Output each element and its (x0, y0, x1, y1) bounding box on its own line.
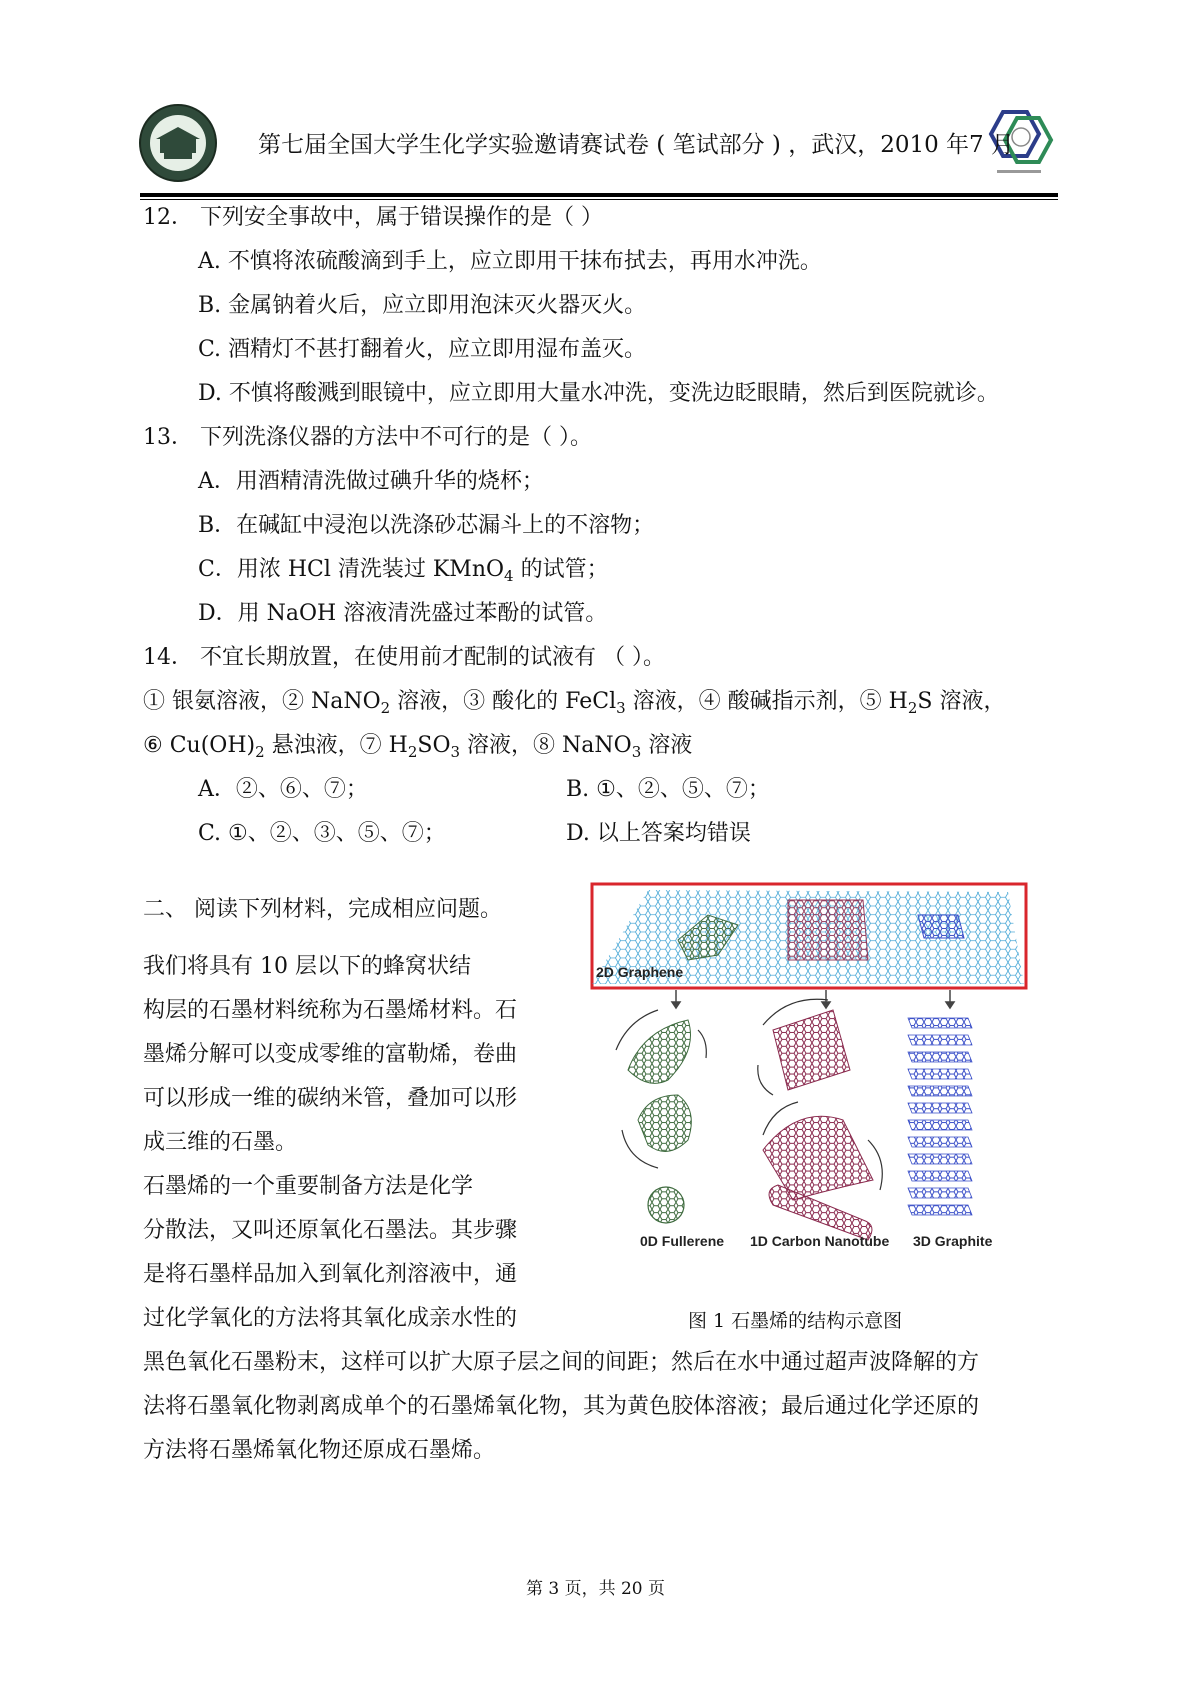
q14-stem: 14． 不宜长期放置，在使用前才配制的试液有 （ ）。 (143, 645, 665, 670)
section2-p2-line: 法将石墨氧化物剥离成单个的石墨烯氧化物，其为黄色胶体溶液；最后通过化学还原的 (143, 1394, 980, 1419)
q13-option-a: A．用酒精清洗做过碘升华的烧杯； (198, 469, 544, 494)
q13-stem: 13． 下列洗涤仪器的方法中不可行的是（ ）。 (143, 425, 592, 450)
section2-p1-line: 可以形成一维的碳纳米管，叠加可以形 (143, 1086, 518, 1111)
graphite-stack (908, 1018, 972, 1215)
fullerene-ball (648, 1187, 684, 1223)
label-3d-graphite: 3D Graphite (913, 1233, 993, 1249)
section2-p1-line: 我们将具有 10 层以下的蜂窝状结 (143, 954, 471, 979)
q12-option-c: C. 酒精灯不甚打翻着火，应立即用湿布盖灭。 (198, 337, 647, 362)
graphene-figure (588, 880, 1038, 1270)
q13-option-c: C．用浓 HCl 清洗装过 KMnO$_4$ 的试管； (198, 557, 609, 585)
section2-p2-line: 分散法，又叫还原氧化石墨法。其步骤 (143, 1218, 518, 1243)
section2-p1-line: 构层的石墨材料统称为石墨烯材料。石 (143, 998, 518, 1023)
section2-p2-line: 黑色氧化石墨粉末，这样可以扩大原子层之间的间距；然后在水中通过超声波降解的方 (143, 1350, 980, 1375)
q13-option-b: B．在碱缸中浸泡以洗涤砂芯漏斗上的不溶物； (198, 513, 655, 538)
section2-p2-line: 过化学氧化的方法将其氧化成亲水性的 (143, 1306, 518, 1331)
q14-option-d: D. 以上答案均错误 (566, 821, 751, 846)
section2-p1-line: 墨烯分解可以变成零维的富勒烯，卷曲 (143, 1042, 518, 1067)
q12-option-b: B. 金属钠着火后，应立即用泡沫灭火器灭火。 (198, 293, 647, 318)
page-number: 第 3 页，共 20 页 (525, 1579, 666, 1599)
q14-option-a: A．②、⑥、⑦； (198, 777, 368, 802)
header-rule-thin (140, 199, 1058, 200)
header-title: 第七届全国大学生化学实验邀请赛试卷 ( 笔试部分 ) ，武汉，2010 年7 月 (258, 132, 1014, 158)
q14-option-c: C. ①、②、③、⑤、⑦； (198, 821, 446, 846)
q13-option-d: D．用 NaOH 溶液清洗盛过苯酚的试管。 (198, 601, 608, 626)
section2-p2-line: 石墨烯的一个重要制备方法是化学 (143, 1174, 474, 1199)
section2-p1-line: 成三维的石墨。 (143, 1130, 298, 1155)
label-1d-nanotube: 1D Carbon Nanotube (750, 1233, 890, 1249)
q14-option-b: B. ①、②、⑤、⑦； (566, 777, 770, 802)
label-2d-graphene: 2D Graphene (596, 964, 684, 980)
section2-p2-line: 方法将石墨烯氧化物还原成石墨烯。 (143, 1438, 496, 1463)
q12-option-a: A. 不慎将浓硫酸滴到手上，应立即用干抹布拭去，再用水冲洗。 (198, 249, 822, 274)
header-rule-thick (140, 193, 1058, 197)
label-0d-fullerene: 0D Fullerene (640, 1233, 725, 1249)
university-logo (138, 103, 218, 183)
figure-caption: 图 1 石墨烯的结构示意图 (688, 1310, 903, 1332)
section2-title: 二、 阅读下列材料，完成相应问题。 (143, 897, 502, 922)
section2-p2-line: 是将石墨样品加入到氧化剂溶液中，通 (143, 1262, 518, 1287)
q12-option-d: D. 不慎将酸溅到眼镜中，应立即用大量水冲洗，变洗边眨眼睛，然后到医院就诊。 (198, 381, 999, 406)
q14-list-line1: ① 银氨溶液，② NaNO$_2$ 溶液，③ 酸化的 FeCl$_3$ 溶液，④ 酸碱指示剂，⑤ $H_2S$ 溶液， (143, 689, 1006, 717)
q14-list-line2: ⑥ $Cu(OH)_2$ 悬浊液，⑦ $H_2SO_3$ 溶液，⑧ NaNO$_3$ 溶液 (143, 733, 693, 761)
q12-stem: 12． 下列安全事故中，属于错误操作的是（ ） (143, 205, 603, 230)
